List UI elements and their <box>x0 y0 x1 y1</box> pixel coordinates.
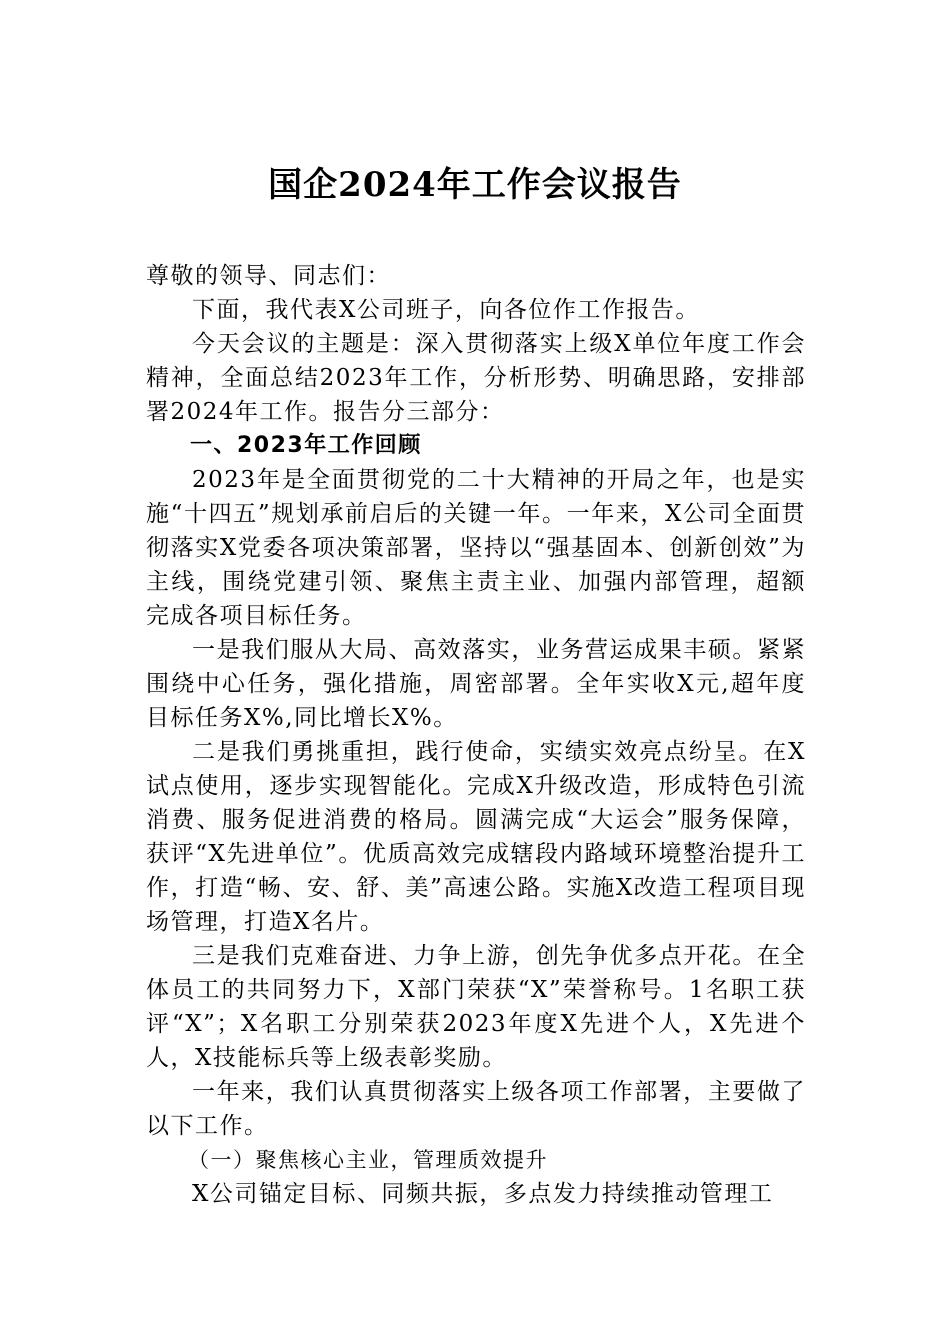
review-paragraph: 2023年是全面贯彻党的二十大精神的开局之年，也是实施“十四五”规划承前启后的关键一年。一年来，X公司全面贯彻落实X党委各项决策部署，坚持以“强基固本、创新创效”为主线，围绕党建引领、聚焦主责主业、加强内部管理，超额完成各项目标任务。 <box>146 467 806 629</box>
point-three-paragraph: 三是我们克难奋进、力争上游，创先争优多点开花。在全体员工的共同努力下，X部门荣获“X”荣誉称号。1名职工获评“X”；X名职工分别荣获2023年度X先进个人，X先进个人，X技能标兵等上级表彰奖励。 <box>146 943 806 1071</box>
document-title: 国企2024年工作会议报告 <box>268 165 682 205</box>
point-two-paragraph: 二是我们勇挑重担，践行使命，实绩实效亮点纷呈。在X试点使用，逐步实现智能化。完成X升级改造，形成特色引流消费、服务促进消费的格局。圆满完成“大运会”服务保障，获评“X先进单位”。优质高效完成辖段内路域环境整治提升工作，打造“畅、安、舒、美”高速公路。实施X改造工程项目现场管理，打造X名片。 <box>146 739 806 935</box>
summary-paragraph: 一年来，我们认真贯彻落实上级各项工作部署，主要做了以下工作。 <box>146 1079 806 1139</box>
theme-paragraph: 今天会议的主题是：深入贯彻落实上级X单位年度工作会精神，全面总结2023年工作，分析形势、明确思路，安排部署2024年工作。报告分三部分： <box>146 331 806 425</box>
point-one-paragraph: 一是我们服从大局、高效落实，业务营运成果丰硕。紧紧围绕中心任务，强化措施，周密部署。全年实收X元,超年度目标任务X%,同比增长X%。 <box>146 637 806 731</box>
section-heading-1: 一、2023年工作回顾 <box>190 433 422 458</box>
salutation-paragraph: 尊敬的领导、同志们： <box>146 263 391 289</box>
document-body <box>146 259 806 1211</box>
intro-paragraph: 下面，我代表X公司班子，向各位作工作报告。 <box>192 297 700 323</box>
subsection-paragraph: X公司锚定目标、同频共振，多点发力持续推动管理工 <box>192 1181 774 1207</box>
subsection-heading-1: （一）聚焦核心主业，管理质效提升 <box>188 1148 548 1172</box>
